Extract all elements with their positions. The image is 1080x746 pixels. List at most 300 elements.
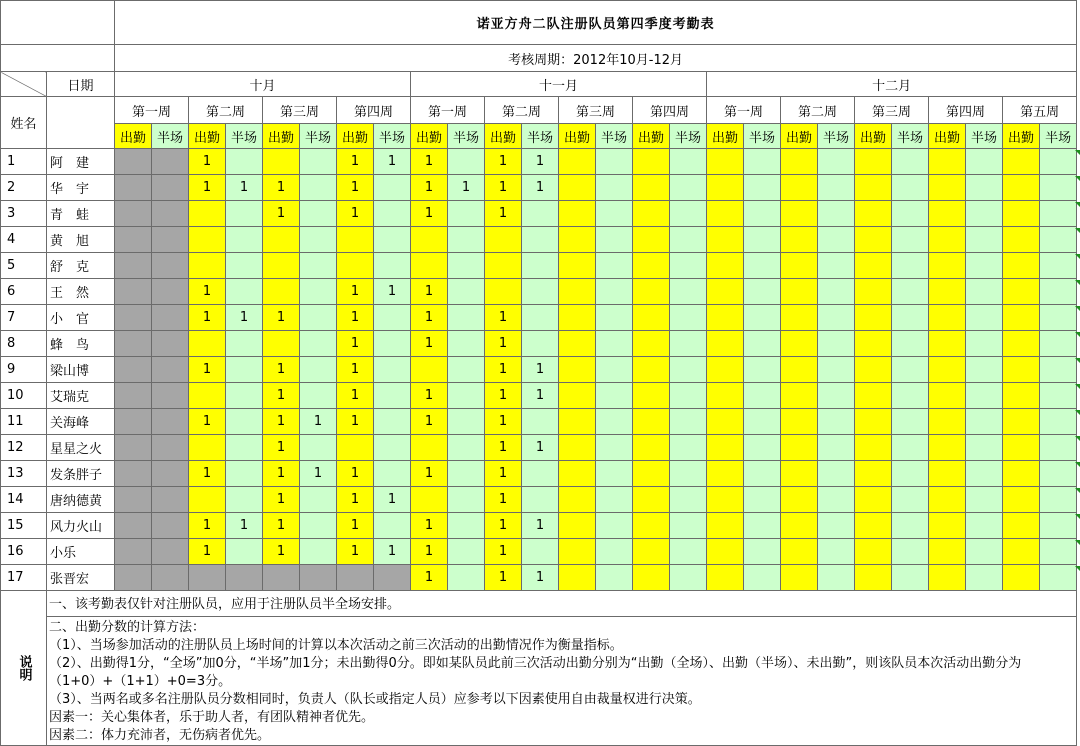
attend-cell[interactable]: 1 [189,305,226,331]
attend-cell[interactable] [115,357,152,383]
attend-cell[interactable] [559,305,596,331]
half-cell[interactable] [152,149,189,175]
attend-cell[interactable] [855,305,892,331]
half-cell[interactable] [966,357,1003,383]
attend-cell[interactable]: 1 [485,383,522,409]
attend-cell[interactable]: 1 [337,383,374,409]
half-cell[interactable] [1040,279,1077,305]
half-cell[interactable] [226,149,263,175]
attend-cell[interactable] [115,149,152,175]
attend-cell[interactable]: 1 [411,331,448,357]
attend-cell[interactable] [1003,201,1040,227]
attend-cell[interactable] [559,331,596,357]
half-cell[interactable] [892,279,929,305]
attend-cell[interactable] [929,331,966,357]
half-cell[interactable] [966,331,1003,357]
half-cell[interactable] [670,253,707,279]
attend-cell[interactable]: 1 [337,279,374,305]
half-cell[interactable] [596,435,633,461]
half-cell[interactable] [670,357,707,383]
half-cell[interactable] [448,513,485,539]
attend-cell[interactable] [929,149,966,175]
half-cell[interactable] [744,539,781,565]
half-cell[interactable]: 1 [522,175,559,201]
attend-cell[interactable]: 1 [263,461,300,487]
half-cell[interactable] [818,175,855,201]
half-cell[interactable] [818,331,855,357]
attend-cell[interactable] [707,383,744,409]
half-cell[interactable] [374,383,411,409]
attend-cell[interactable] [633,539,670,565]
half-cell[interactable] [374,461,411,487]
half-cell[interactable]: 1 [226,305,263,331]
attend-cell[interactable]: 1 [263,435,300,461]
half-cell[interactable]: 1 [226,513,263,539]
attend-cell[interactable] [189,253,226,279]
half-cell[interactable] [522,305,559,331]
half-cell[interactable]: 1 [374,487,411,513]
half-cell[interactable] [448,357,485,383]
half-cell[interactable]: 1 [448,175,485,201]
attend-cell[interactable]: 1 [485,539,522,565]
attend-cell[interactable]: 1 [485,305,522,331]
attend-cell[interactable]: 1 [189,149,226,175]
attend-cell[interactable] [855,461,892,487]
half-cell[interactable] [744,461,781,487]
attend-cell[interactable] [115,461,152,487]
attend-cell[interactable] [633,201,670,227]
half-cell[interactable] [300,357,337,383]
attend-cell[interactable]: 1 [337,331,374,357]
attend-cell[interactable] [781,435,818,461]
half-cell[interactable] [966,487,1003,513]
half-cell[interactable] [818,539,855,565]
half-cell[interactable] [448,435,485,461]
attend-cell[interactable] [559,539,596,565]
attend-cell[interactable] [115,227,152,253]
attend-cell[interactable] [855,175,892,201]
half-cell[interactable] [374,331,411,357]
attend-cell[interactable] [633,461,670,487]
attend-cell[interactable]: 1 [263,513,300,539]
half-cell[interactable] [892,409,929,435]
attend-cell[interactable] [855,357,892,383]
half-cell[interactable] [744,175,781,201]
half-cell[interactable] [818,357,855,383]
attend-cell[interactable] [633,487,670,513]
half-cell[interactable] [966,253,1003,279]
half-cell[interactable] [1040,435,1077,461]
half-cell[interactable] [300,253,337,279]
half-cell[interactable] [596,487,633,513]
half-cell[interactable] [670,409,707,435]
attend-cell[interactable]: 1 [337,409,374,435]
attend-cell[interactable] [485,227,522,253]
half-cell[interactable] [966,227,1003,253]
half-cell[interactable] [670,175,707,201]
half-cell[interactable] [670,513,707,539]
attend-cell[interactable]: 1 [189,539,226,565]
attend-cell[interactable] [929,461,966,487]
attend-cell[interactable] [559,279,596,305]
half-cell[interactable] [818,461,855,487]
attend-cell[interactable] [337,565,374,591]
half-cell[interactable]: 1 [374,279,411,305]
attend-cell[interactable] [707,513,744,539]
attend-cell[interactable] [855,279,892,305]
half-cell[interactable] [152,305,189,331]
attend-cell[interactable] [855,331,892,357]
half-cell[interactable] [744,279,781,305]
attend-cell[interactable] [707,149,744,175]
attend-cell[interactable]: 1 [411,513,448,539]
half-cell[interactable] [966,305,1003,331]
half-cell[interactable] [596,175,633,201]
attend-cell[interactable]: 1 [189,279,226,305]
attend-cell[interactable] [559,357,596,383]
half-cell[interactable] [596,513,633,539]
half-cell[interactable] [152,227,189,253]
attend-cell[interactable] [115,435,152,461]
attend-cell[interactable] [337,253,374,279]
attend-cell[interactable] [559,565,596,591]
half-cell[interactable] [670,461,707,487]
attend-cell[interactable] [781,383,818,409]
attend-cell[interactable]: 1 [411,539,448,565]
attend-cell[interactable] [189,383,226,409]
attend-cell[interactable] [189,435,226,461]
attend-cell[interactable] [781,201,818,227]
half-cell[interactable] [818,149,855,175]
attend-cell[interactable] [559,513,596,539]
half-cell[interactable] [300,149,337,175]
half-cell[interactable] [226,565,263,591]
half-cell[interactable]: 1 [522,565,559,591]
attend-cell[interactable] [485,279,522,305]
attend-cell[interactable] [707,461,744,487]
half-cell[interactable] [744,253,781,279]
attend-cell[interactable] [115,305,152,331]
half-cell[interactable] [448,565,485,591]
half-cell[interactable] [226,383,263,409]
attend-cell[interactable]: 1 [337,305,374,331]
attend-cell[interactable] [929,487,966,513]
attend-cell[interactable] [781,513,818,539]
half-cell[interactable] [300,383,337,409]
attend-cell[interactable] [559,227,596,253]
half-cell[interactable] [596,201,633,227]
half-cell[interactable] [226,435,263,461]
half-cell[interactable] [892,357,929,383]
attend-cell[interactable]: 1 [337,461,374,487]
half-cell[interactable] [152,253,189,279]
half-cell[interactable] [374,435,411,461]
attend-cell[interactable] [855,149,892,175]
attend-cell[interactable]: 1 [189,175,226,201]
half-cell[interactable] [448,201,485,227]
half-cell[interactable] [522,201,559,227]
half-cell[interactable] [744,513,781,539]
attend-cell[interactable] [411,253,448,279]
attend-cell[interactable] [929,305,966,331]
half-cell[interactable] [744,487,781,513]
attend-cell[interactable] [411,227,448,253]
half-cell[interactable] [892,201,929,227]
attend-cell[interactable] [855,227,892,253]
half-cell[interactable] [152,175,189,201]
half-cell[interactable] [966,279,1003,305]
half-cell[interactable] [448,227,485,253]
half-cell[interactable] [300,331,337,357]
attend-cell[interactable]: 1 [485,565,522,591]
half-cell[interactable] [374,565,411,591]
attend-cell[interactable] [707,357,744,383]
attend-cell[interactable] [707,409,744,435]
attend-cell[interactable] [1003,513,1040,539]
attend-cell[interactable] [411,435,448,461]
attend-cell[interactable] [263,279,300,305]
attend-cell[interactable] [1003,253,1040,279]
attend-cell[interactable]: 1 [485,513,522,539]
attend-cell[interactable] [707,279,744,305]
half-cell[interactable] [448,539,485,565]
half-cell[interactable]: 1 [374,149,411,175]
half-cell[interactable] [966,383,1003,409]
half-cell[interactable] [670,435,707,461]
half-cell[interactable] [1040,305,1077,331]
attend-cell[interactable] [1003,565,1040,591]
half-cell[interactable] [226,461,263,487]
attend-cell[interactable] [929,201,966,227]
attend-cell[interactable] [929,565,966,591]
attend-cell[interactable] [707,201,744,227]
half-cell[interactable] [522,487,559,513]
half-cell[interactable] [1040,357,1077,383]
attend-cell[interactable]: 1 [263,539,300,565]
half-cell[interactable] [744,331,781,357]
attend-cell[interactable] [855,383,892,409]
half-cell[interactable] [596,565,633,591]
attend-cell[interactable] [855,487,892,513]
attend-cell[interactable] [855,201,892,227]
attend-cell[interactable] [633,227,670,253]
attend-cell[interactable]: 1 [485,331,522,357]
half-cell[interactable] [1040,539,1077,565]
attend-cell[interactable]: 1 [485,435,522,461]
attend-cell[interactable] [781,279,818,305]
attend-cell[interactable]: 1 [485,201,522,227]
attend-cell[interactable] [559,461,596,487]
attend-cell[interactable]: 1 [411,149,448,175]
half-cell[interactable] [744,409,781,435]
half-cell[interactable] [966,201,1003,227]
attend-cell[interactable] [781,357,818,383]
half-cell[interactable] [670,565,707,591]
half-cell[interactable] [300,539,337,565]
attend-cell[interactable] [707,331,744,357]
attend-cell[interactable] [115,279,152,305]
half-cell[interactable]: 1 [226,175,263,201]
half-cell[interactable] [670,331,707,357]
half-cell[interactable] [374,357,411,383]
attend-cell[interactable]: 1 [337,201,374,227]
half-cell[interactable] [744,149,781,175]
half-cell[interactable] [596,409,633,435]
attend-cell[interactable] [1003,175,1040,201]
attend-cell[interactable]: 1 [411,565,448,591]
attend-cell[interactable] [929,279,966,305]
attend-cell[interactable] [781,175,818,201]
attend-cell[interactable]: 1 [411,279,448,305]
half-cell[interactable] [374,513,411,539]
attend-cell[interactable] [633,149,670,175]
attend-cell[interactable] [559,175,596,201]
attend-cell[interactable]: 1 [263,305,300,331]
half-cell[interactable] [300,227,337,253]
half-cell[interactable] [966,565,1003,591]
half-cell[interactable] [152,487,189,513]
attend-cell[interactable] [929,539,966,565]
half-cell[interactable] [596,149,633,175]
half-cell[interactable]: 1 [522,435,559,461]
attend-cell[interactable] [189,201,226,227]
half-cell[interactable] [966,539,1003,565]
half-cell[interactable] [300,175,337,201]
attend-cell[interactable]: 1 [337,357,374,383]
half-cell[interactable] [966,461,1003,487]
half-cell[interactable] [374,305,411,331]
half-cell[interactable] [966,149,1003,175]
attend-cell[interactable] [929,227,966,253]
attend-cell[interactable] [781,461,818,487]
half-cell[interactable] [892,435,929,461]
half-cell[interactable] [818,513,855,539]
attend-cell[interactable] [929,357,966,383]
half-cell[interactable] [1040,383,1077,409]
half-cell[interactable] [892,331,929,357]
attend-cell[interactable]: 1 [263,201,300,227]
attend-cell[interactable]: 1 [485,149,522,175]
half-cell[interactable] [448,279,485,305]
attend-cell[interactable] [633,331,670,357]
half-cell[interactable] [892,487,929,513]
half-cell[interactable] [966,435,1003,461]
half-cell[interactable] [522,279,559,305]
half-cell[interactable] [966,513,1003,539]
half-cell[interactable] [818,201,855,227]
half-cell[interactable] [152,435,189,461]
half-cell[interactable] [300,513,337,539]
half-cell[interactable] [448,461,485,487]
half-cell[interactable] [448,149,485,175]
attend-cell[interactable] [559,383,596,409]
attend-cell[interactable] [707,435,744,461]
attend-cell[interactable]: 1 [411,201,448,227]
attend-cell[interactable] [189,331,226,357]
attend-cell[interactable] [781,149,818,175]
half-cell[interactable] [226,487,263,513]
half-cell[interactable] [596,305,633,331]
attend-cell[interactable] [263,227,300,253]
attend-cell[interactable] [781,409,818,435]
attend-cell[interactable] [411,487,448,513]
half-cell[interactable] [818,383,855,409]
half-cell[interactable] [596,331,633,357]
attend-cell[interactable]: 1 [263,357,300,383]
half-cell[interactable]: 1 [522,513,559,539]
attend-cell[interactable]: 1 [411,461,448,487]
attend-cell[interactable] [559,149,596,175]
attend-cell[interactable]: 1 [263,383,300,409]
attend-cell[interactable] [559,409,596,435]
half-cell[interactable] [818,409,855,435]
half-cell[interactable] [596,539,633,565]
half-cell[interactable] [1040,149,1077,175]
attend-cell[interactable] [707,175,744,201]
half-cell[interactable] [226,357,263,383]
half-cell[interactable] [226,253,263,279]
attend-cell[interactable]: 1 [411,175,448,201]
half-cell[interactable] [1040,487,1077,513]
attend-cell[interactable] [263,253,300,279]
attend-cell[interactable]: 1 [189,513,226,539]
half-cell[interactable] [300,279,337,305]
half-cell[interactable] [818,227,855,253]
half-cell[interactable] [818,487,855,513]
half-cell[interactable] [966,409,1003,435]
attend-cell[interactable] [115,383,152,409]
attend-cell[interactable]: 1 [189,461,226,487]
half-cell[interactable]: 1 [522,357,559,383]
half-cell[interactable] [448,487,485,513]
half-cell[interactable] [448,383,485,409]
half-cell[interactable] [744,227,781,253]
attend-cell[interactable] [929,435,966,461]
half-cell[interactable] [892,149,929,175]
half-cell[interactable] [818,435,855,461]
attend-cell[interactable]: 1 [189,409,226,435]
attend-cell[interactable] [855,513,892,539]
half-cell[interactable] [1040,565,1077,591]
attend-cell[interactable] [1003,539,1040,565]
half-cell[interactable]: 1 [374,539,411,565]
attend-cell[interactable] [781,487,818,513]
attend-cell[interactable] [1003,279,1040,305]
half-cell[interactable] [596,253,633,279]
half-cell[interactable]: 1 [522,149,559,175]
attend-cell[interactable] [633,383,670,409]
half-cell[interactable] [892,539,929,565]
half-cell[interactable] [596,227,633,253]
half-cell[interactable] [892,383,929,409]
attend-cell[interactable] [781,331,818,357]
attend-cell[interactable] [115,409,152,435]
half-cell[interactable] [818,279,855,305]
half-cell[interactable] [374,409,411,435]
half-cell[interactable] [374,227,411,253]
half-cell[interactable] [374,253,411,279]
attend-cell[interactable]: 1 [411,383,448,409]
attend-cell[interactable] [1003,149,1040,175]
attend-cell[interactable] [559,487,596,513]
half-cell[interactable] [892,227,929,253]
attend-cell[interactable]: 1 [337,175,374,201]
attend-cell[interactable] [115,565,152,591]
attend-cell[interactable] [337,435,374,461]
attend-cell[interactable]: 1 [263,175,300,201]
half-cell[interactable] [226,539,263,565]
attend-cell[interactable] [1003,227,1040,253]
